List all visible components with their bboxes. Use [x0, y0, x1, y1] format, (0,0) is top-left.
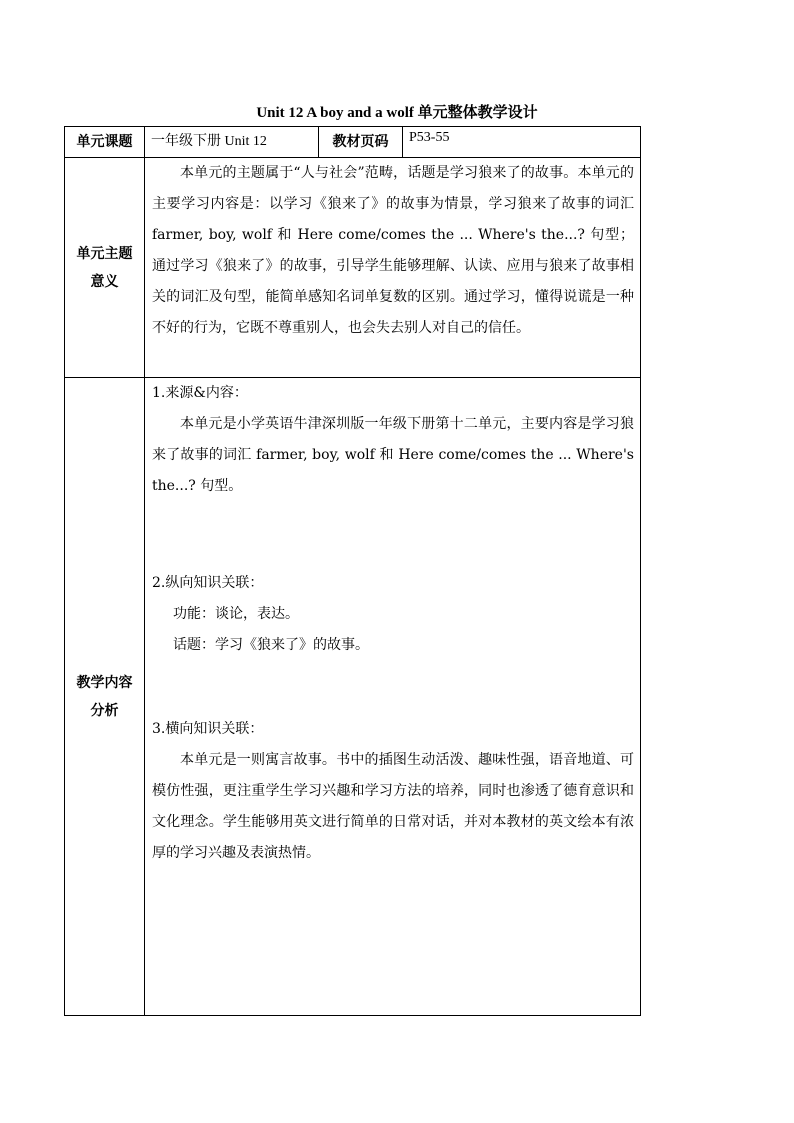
analysis-row [65, 378, 641, 1016]
theme-label-line2: 意义 [90, 273, 119, 290]
unit-design-table [64, 126, 641, 1016]
section1-heading: 1.来源&内容： [152, 385, 248, 401]
theme-label [65, 158, 145, 378]
pages-value: P53-55 [403, 127, 641, 158]
section3-heading: 3.横向知识关联： [152, 721, 264, 737]
section1-text: 本单元是小学英语牛津深圳版一年级下册第十二单元，主要内容是学习狼来了故事的词汇 farmer, boy, wolf 和 Here come/comes the ... Where's the...? 句型。 [152, 416, 634, 494]
theme-row [65, 158, 641, 378]
document-title: Unit 12 A boy and a wolf 单元整体教学设计 [256, 105, 538, 121]
section3-text: 本单元是一则寓言故事。书中的插图生动活泼、趣味性强，语音地道、可模仿性强，更注重学生学习兴趣和学习方法的培养，同时也渗透了德育意识和文化理念。学生能够用英文进行简单的日常对话，并对本教材的英文绘本有浓厚的学习兴趣及表演热情。 [152, 752, 634, 861]
spacer [152, 661, 634, 714]
section2-line1: 功能：谈论，表达。 [173, 606, 299, 622]
analysis-label [65, 378, 145, 1016]
section2-heading: 2.纵向知识关联： [152, 575, 264, 591]
section2-line2: 话题：学习《狼来了》的故事。 [173, 637, 369, 653]
header-row [65, 127, 641, 158]
theme-content [145, 158, 641, 378]
unit-topic-label: 单元课题 [65, 127, 145, 158]
theme-text: 本单元的主题属于“人与社会”范畴，话题是学习狼来了的故事。本单元的主要学习内容是：以学习《狼来了》的故事为情景，学习狼来了故事的词汇 farmer, boy, wolf 和 Here come/comes the ... Where's the...? 句型；通过学习《狼来了》的故事，引导学生能够理解、认读、应用与狼来了故事相关的词汇及句型，能简单感知名词单复数的区别。通过学习，懂得说谎是一种不好的行为，它既不尊重别人，也会失去别人对自己的信任。 [152, 165, 634, 336]
unit-topic-value: 一年级下册 Unit 12 [145, 127, 319, 158]
analysis-content [145, 378, 641, 1016]
analysis-label-line2: 分析 [90, 702, 119, 719]
theme-label-line1: 单元主题 [76, 245, 133, 262]
analysis-label-line1: 教学内容 [76, 674, 133, 691]
spacer [152, 502, 634, 568]
pages-label: 教材页码 [319, 127, 403, 158]
